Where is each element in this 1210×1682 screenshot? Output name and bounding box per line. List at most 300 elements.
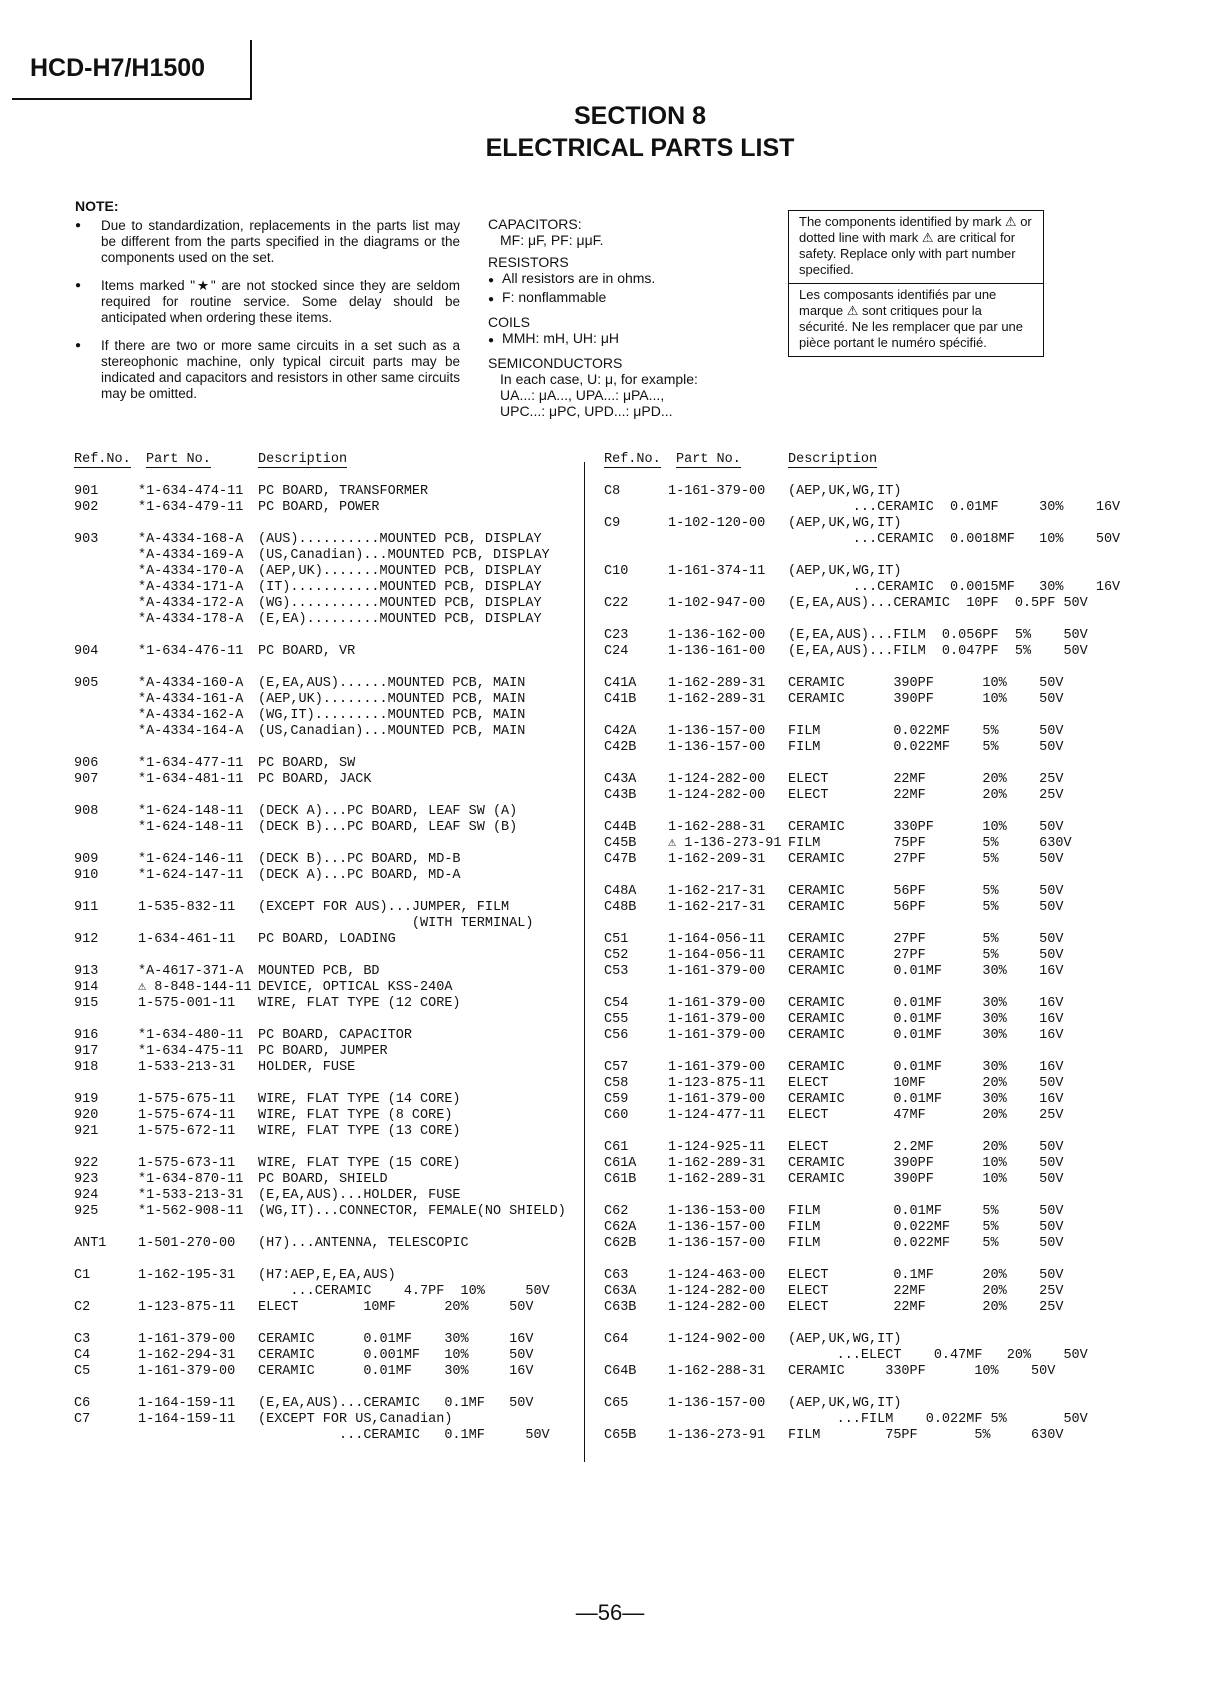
ref-cell: C54 [604, 996, 629, 1011]
table-row [604, 740, 1094, 756]
ref-cell: C42A [604, 724, 637, 739]
table-row [74, 1348, 574, 1364]
description-cell: CERAMIC 390PF 10% 50V [788, 676, 1064, 691]
ref-cell: 918 [74, 1060, 99, 1075]
legend-coils-line: ● MMH: mH, UH: μH [488, 330, 748, 349]
part-no-cell: 1-102-120-00 [668, 516, 766, 531]
description-cell: CERAMIC 390PF 10% 50V [788, 692, 1064, 707]
description-cell: PC BOARD, CAPACITOR [258, 1028, 412, 1043]
table-row [604, 900, 1094, 916]
page-title [360, 100, 920, 164]
safety-notice-english: The components identified by mark ⚠ or dotted line with mark ⚠ are critical for safety. Replace only with part number specified. [799, 214, 1032, 277]
description-cell: (WG,IT).........MOUNTED PCB, MAIN [258, 708, 526, 723]
description-cell: (IT)...........MOUNTED PCB, DISPLAY [258, 580, 542, 595]
ref-cell: C63 [604, 1268, 629, 1283]
ref-cell: C65 [604, 1396, 629, 1411]
right-header-desc: Description [788, 452, 878, 467]
ref-cell: 911 [74, 900, 99, 915]
description-cell: CERAMIC 27PF 5% 50V [788, 852, 1064, 867]
ref-cell: 910 [74, 868, 99, 883]
table-row [74, 932, 574, 948]
ref-cell: 917 [74, 1044, 99, 1059]
table-row [74, 1188, 574, 1204]
description-cell: CERAMIC 390PF 10% 50V [788, 1172, 1064, 1187]
description-cell: ELECT 22MF 20% 25V [788, 1300, 1064, 1315]
part-no-cell: *A-4334-171-A [138, 580, 244, 595]
table-row [604, 788, 1094, 804]
ref-cell: C47B [604, 852, 637, 867]
table-row [74, 1108, 574, 1124]
part-no-cell: 1-136-157-00 [668, 1396, 766, 1411]
ref-cell: 921 [74, 1124, 99, 1139]
part-no-cell: 1-575-673-11 [138, 1156, 236, 1171]
ref-cell: 906 [74, 756, 99, 771]
part-no-cell: 1-162-289-31 [668, 1156, 766, 1171]
table-row [74, 804, 574, 820]
table-row [604, 772, 1094, 788]
description-cell: ...CERAMIC 0.1MF 50V [258, 1428, 550, 1443]
legend-semiconductors-line: In each case, U: μ, for example: [500, 371, 698, 387]
ref-cell: C45B [604, 836, 637, 851]
part-no-cell: 1-124-463-00 [668, 1268, 766, 1283]
description-cell: CERAMIC 330PF 10% 50V [788, 1364, 1056, 1379]
part-no-cell: 1-533-213-31 [138, 1060, 236, 1075]
description-cell: PC BOARD, JUMPER [258, 1044, 388, 1059]
description-cell: HOLDER, FUSE [258, 1060, 356, 1075]
table-row [604, 692, 1094, 708]
description-cell: (US,Canadian)...MOUNTED PCB, DISPLAY [258, 548, 550, 563]
table-row [74, 916, 574, 932]
description-cell: (E,EA,AUS)...FILM 0.056PF 5% 50V [788, 628, 1088, 643]
description-cell: PC BOARD, TRANSFORMER [258, 484, 429, 499]
legend-resistors-line: ● F: nonflammable [488, 289, 748, 308]
part-no-cell: 1-136-157-00 [668, 1236, 766, 1251]
part-no-cell: 1-161-379-00 [138, 1364, 236, 1379]
table-row [74, 1204, 574, 1220]
table-row [604, 532, 1121, 548]
table-row [74, 484, 574, 500]
ref-cell: C62B [604, 1236, 637, 1251]
legend-resistors-line: ● All resistors are in ohms. [488, 270, 748, 289]
table-row [604, 1332, 1094, 1348]
description-cell: CERAMIC 0.001MF 10% 50V [258, 1348, 534, 1363]
table-row [604, 884, 1094, 900]
description-cell: (AEP,UK,WG,IT) [788, 516, 902, 531]
part-no-cell: 1-123-875-11 [138, 1300, 236, 1315]
description-cell: CERAMIC 0.01MF 30% 16V [258, 1364, 534, 1379]
table-row [604, 1108, 1094, 1124]
part-no-cell: *A-4334-160-A [138, 676, 244, 691]
description-cell: CERAMIC 56PF 5% 50V [788, 900, 1064, 915]
ref-cell: C41B [604, 692, 637, 707]
part-no-cell: *1-624-148-11 [138, 820, 244, 835]
table-row [604, 1060, 1094, 1076]
table-row [74, 964, 574, 980]
table-row [604, 1220, 1094, 1236]
units-legend [488, 216, 748, 419]
table-row [604, 820, 1094, 836]
ref-cell: C51 [604, 932, 629, 947]
part-no-cell: 1-162-289-31 [668, 1172, 766, 1187]
ref-cell: C43B [604, 788, 637, 803]
section-title: ELECTRICAL PARTS LIST [485, 134, 795, 162]
ref-cell: C65B [604, 1428, 637, 1443]
table-row [74, 980, 574, 996]
description-cell: (WG,IT)...CONNECTOR, FEMALE(NO SHIELD) [258, 1204, 566, 1219]
description-cell: (WITH TERMINAL) [258, 916, 534, 931]
description-cell: (DECK A)...PC BOARD, MD-A [258, 868, 461, 883]
legend-coils-heading: COILS [488, 314, 531, 330]
table-row [74, 996, 574, 1012]
ref-cell: ANT1 [74, 1236, 107, 1251]
description-cell: (DECK B)...PC BOARD, MD-B [258, 852, 461, 867]
parts-table-right [604, 484, 1121, 1444]
table-row [74, 852, 574, 868]
ref-cell: C58 [604, 1076, 629, 1091]
table-row [74, 564, 574, 580]
part-no-cell: 1-124-282-00 [668, 1284, 766, 1299]
ref-cell: C22 [604, 596, 629, 611]
table-row [604, 516, 1094, 532]
description-cell: (E,EA,AUS)...HOLDER, FUSE [258, 1188, 461, 1203]
table-row [604, 596, 1094, 612]
table-row [604, 1364, 1094, 1380]
right-header-part: Part No. [676, 452, 741, 467]
ref-cell: C62 [604, 1204, 629, 1219]
ref-cell: C57 [604, 1060, 629, 1075]
description-cell: (H7)...ANTENNA, TELESCOPIC [258, 1236, 469, 1251]
description-cell: PC BOARD, LOADING [258, 932, 396, 947]
column-divider [584, 462, 585, 1462]
description-cell: DEVICE, OPTICAL KSS-240A [258, 980, 453, 995]
ref-cell: C60 [604, 1108, 629, 1123]
section-number: SECTION 8 [574, 102, 706, 130]
table-row [604, 852, 1094, 868]
description-cell: PC BOARD, POWER [258, 500, 380, 515]
description-cell: CERAMIC 0.01MF 30% 16V [788, 996, 1064, 1011]
table-row [74, 724, 574, 740]
description-cell: (WG)...........MOUNTED PCB, DISPLAY [258, 596, 542, 611]
part-no-cell: 1-124-282-00 [668, 788, 766, 803]
ref-cell: C10 [604, 564, 629, 579]
description-cell: (AEP,UK,WG,IT) [788, 564, 902, 579]
ref-cell: C55 [604, 1012, 629, 1027]
table-row [604, 1284, 1094, 1300]
note-item: ● If there are two or more same circuits in a set such as a stereophonic machine, only typical circuit parts may be indicated and capacitors and resistors in other same circuits may be omitted. [75, 338, 460, 402]
part-no-cell: *1-533-213-31 [138, 1188, 244, 1203]
description-cell: (E,EA,AUS)...CERAMIC 0.1MF 50V [258, 1396, 534, 1411]
part-no-cell: 1-161-379-00 [668, 1060, 766, 1075]
part-no-cell: 1-136-162-00 [668, 628, 766, 643]
ref-cell: C61 [604, 1140, 629, 1155]
part-no-cell: 1-123-875-11 [668, 1076, 766, 1091]
table-row [604, 1140, 1094, 1156]
description-cell: (E,EA,AUS)...CERAMIC 10PF 0.5PF 50V [788, 596, 1088, 611]
part-no-cell: 1-162-289-31 [668, 676, 766, 691]
table-row [74, 756, 574, 772]
part-no-cell: 1-162-209-31 [668, 852, 766, 867]
legend-semiconductors-heading: SEMICONDUCTORS [488, 355, 623, 371]
description-cell: ELECT 0.1MF 20% 50V [788, 1268, 1064, 1283]
table-row [74, 1044, 574, 1060]
description-cell: ELECT 10MF 20% 50V [258, 1300, 534, 1315]
table-row [604, 932, 1094, 948]
description-cell: ELECT 22MF 20% 25V [788, 788, 1064, 803]
table-row [74, 1364, 574, 1380]
part-no-cell: ⚠ 8-848-144-11 [138, 980, 252, 995]
table-row [604, 1236, 1094, 1252]
part-no-cell: *A-4334-162-A [138, 708, 244, 723]
description-cell: FILM 0.022MF 5% 50V [788, 740, 1064, 755]
part-no-cell: 1-161-379-00 [668, 1012, 766, 1027]
part-no-cell: 1-161-379-00 [668, 964, 766, 979]
description-cell: FILM 0.022MF 5% 50V [788, 724, 1064, 739]
part-no-cell: 1-162-289-31 [668, 692, 766, 707]
description-cell: CERAMIC 0.01MF 30% 16V [788, 1060, 1064, 1075]
part-no-cell: *A-4617-371-A [138, 964, 244, 979]
ref-cell: 915 [74, 996, 99, 1011]
table-row [74, 548, 574, 564]
description-cell: CERAMIC 0.01MF 30% 16V [788, 1012, 1064, 1027]
table-row [74, 580, 574, 596]
part-no-cell: 1-575-674-11 [138, 1108, 236, 1123]
part-no-cell: *1-624-148-11 [138, 804, 244, 819]
table-row [604, 948, 1094, 964]
table-row [604, 564, 1094, 580]
ref-cell: C61B [604, 1172, 637, 1187]
table-row [74, 1268, 574, 1284]
left-header-ref: Ref.No. [74, 452, 131, 467]
ref-cell: C61A [604, 1156, 637, 1171]
table-row [604, 1428, 1094, 1444]
table-row [74, 772, 574, 788]
part-no-cell: 1-161-379-00 [668, 1028, 766, 1043]
description-cell: (EXCEPT FOR US,Canadian) [258, 1412, 453, 1427]
part-no-cell: 1-136-153-00 [668, 1204, 766, 1219]
ref-cell: C6 [74, 1396, 91, 1411]
ref-cell: 914 [74, 980, 99, 995]
description-cell: (E,EA).........MOUNTED PCB, DISPLAY [258, 612, 542, 627]
ref-cell: 924 [74, 1188, 99, 1203]
description-cell: WIRE, FLAT TYPE (8 CORE) [258, 1108, 453, 1123]
description-cell: WIRE, FLAT TYPE (15 CORE) [258, 1156, 461, 1171]
table-row [74, 612, 574, 628]
part-no-cell: 1-136-157-00 [668, 740, 766, 755]
description-cell: (EXCEPT FOR AUS)...JUMPER, FILM [258, 900, 510, 915]
ref-cell: C41A [604, 676, 637, 691]
part-no-cell: 1-102-947-00 [668, 596, 766, 611]
ref-cell: C23 [604, 628, 629, 643]
ref-cell: C63B [604, 1300, 637, 1315]
part-no-cell: 1-164-159-11 [138, 1412, 236, 1427]
part-no-cell: *1-634-475-11 [138, 1044, 244, 1059]
table-row [74, 868, 574, 884]
ref-cell: C7 [74, 1412, 91, 1427]
part-no-cell: *A-4334-172-A [138, 596, 244, 611]
table-row [74, 1092, 574, 1108]
part-no-cell: 1-161-379-00 [668, 1092, 766, 1107]
table-row [604, 628, 1094, 644]
part-no-cell: 1-164-159-11 [138, 1396, 236, 1411]
note-item: ● Items marked "★" are not stocked since they are seldom required for routine service. Some delay should be anticipated when ordering these items. [75, 278, 460, 326]
table-row [74, 532, 574, 548]
description-cell: ...CERAMIC 0.0015MF 30% 16V [788, 580, 1121, 595]
part-no-cell: 1-136-157-00 [668, 724, 766, 739]
left-header-part: Part No. [146, 452, 211, 467]
ref-cell: C64B [604, 1364, 637, 1379]
description-cell: WIRE, FLAT TYPE (12 CORE) [258, 996, 461, 1011]
part-no-cell: 1-535-832-11 [138, 900, 236, 915]
part-no-cell: 1-161-379-00 [138, 1332, 236, 1347]
ref-cell: 907 [74, 772, 99, 787]
ref-cell: C64 [604, 1332, 629, 1347]
part-no-cell: ⚠ 1-136-273-91 [668, 836, 782, 851]
part-no-cell: *1-562-908-11 [138, 1204, 244, 1219]
part-no-cell: *A-4334-164-A [138, 724, 244, 739]
table-row [74, 1236, 574, 1252]
part-no-cell: 1-162-288-31 [668, 1364, 766, 1379]
description-cell: FILM 75PF 5% 630V [788, 1428, 1064, 1443]
ref-cell: 922 [74, 1156, 99, 1171]
ref-cell: C9 [604, 516, 621, 531]
description-cell: ...CERAMIC 0.01MF 30% 16V [788, 500, 1121, 515]
table-row [74, 1172, 574, 1188]
note-block [75, 198, 460, 414]
table-row [604, 1012, 1094, 1028]
part-no-cell: *1-634-870-11 [138, 1172, 244, 1187]
part-no-cell: 1-164-056-11 [668, 948, 766, 963]
table-row [604, 1300, 1094, 1316]
note-item: ● Due to standardization, replacements in the parts list may be different from the parts specified in the diagrams or the components used on the set. [75, 218, 460, 266]
part-no-cell: 1-136-161-00 [668, 644, 766, 659]
description-cell: CERAMIC 0.01MF 30% 16V [258, 1332, 534, 1347]
safety-notice-french: Les composants identifiés par une marque ⚠ sont critiques pour la sécurité. Ne les remplacer que par une pièce portant le numéro spécifié. [789, 283, 1043, 356]
table-row [604, 484, 1094, 500]
part-no-cell: 1-575-672-11 [138, 1124, 236, 1139]
table-row [74, 708, 574, 724]
ref-cell: C43A [604, 772, 637, 787]
part-no-cell: 1-162-195-31 [138, 1268, 236, 1283]
ref-cell: 923 [74, 1172, 99, 1187]
description-cell: (E,EA,AUS)......MOUNTED PCB, MAIN [258, 676, 526, 691]
ref-cell: C1 [74, 1268, 91, 1283]
description-cell: ELECT 22MF 20% 25V [788, 772, 1064, 787]
part-no-cell: 1-124-282-00 [668, 772, 766, 787]
part-no-cell: 1-124-902-00 [668, 1332, 766, 1347]
parts-table-left [74, 484, 574, 1444]
description-cell: PC BOARD, VR [258, 644, 356, 659]
ref-cell: 901 [74, 484, 99, 499]
description-cell: MOUNTED PCB, BD [258, 964, 380, 979]
safety-notice-box [788, 210, 1044, 357]
description-cell: FILM 0.01MF 5% 50V [788, 1204, 1064, 1219]
table-row [74, 1412, 574, 1428]
table-row [604, 1412, 1094, 1428]
table-row [74, 1332, 574, 1348]
description-cell: CERAMIC 27PF 5% 50V [788, 932, 1064, 947]
ref-cell: 913 [74, 964, 99, 979]
ref-cell: 905 [74, 676, 99, 691]
ref-cell: 925 [74, 1204, 99, 1219]
page-number: —56— [575, 1600, 645, 1625]
description-cell: PC BOARD, SW [258, 756, 356, 771]
model-label: HCD-H7/H1500 [30, 54, 206, 82]
table-row [604, 1156, 1094, 1172]
part-no-cell: *A-4334-178-A [138, 612, 244, 627]
ref-cell: C52 [604, 948, 629, 963]
ref-cell: C3 [74, 1332, 91, 1347]
description-cell: ...CERAMIC 4.7PF 10% 50V [258, 1284, 550, 1299]
legend-capacitors-heading: CAPACITORS: [488, 216, 582, 232]
part-no-cell: 1-136-273-91 [668, 1428, 766, 1443]
ref-cell: 908 [74, 804, 99, 819]
table-row [74, 692, 574, 708]
part-no-cell: *A-4334-168-A [138, 532, 244, 547]
table-row [604, 580, 1121, 596]
table-row [604, 1076, 1094, 1092]
description-cell: (AEP,UK,WG,IT) [788, 1332, 902, 1347]
part-no-cell: *1-634-477-11 [138, 756, 244, 771]
description-cell: FILM 75PF 5% 630V [788, 836, 1072, 851]
ref-cell: 912 [74, 932, 99, 947]
table-row [74, 1060, 574, 1076]
table-row [74, 1124, 574, 1140]
description-cell: (AEP,UK)........MOUNTED PCB, MAIN [258, 692, 526, 707]
table-row [74, 900, 574, 916]
part-no-cell: *A-4334-161-A [138, 692, 244, 707]
description-cell: FILM 0.022MF 5% 50V [788, 1236, 1064, 1251]
description-cell: (AUS)..........MOUNTED PCB, DISPLAY [258, 532, 542, 547]
part-no-cell: *1-634-481-11 [138, 772, 244, 787]
part-no-cell: *1-634-476-11 [138, 644, 244, 659]
table-row [604, 500, 1121, 516]
description-cell: (DECK A)...PC BOARD, LEAF SW (A) [258, 804, 518, 819]
part-no-cell: 1-124-477-11 [668, 1108, 766, 1123]
description-cell: (H7:AEP,E,EA,AUS) [258, 1268, 396, 1283]
description-cell: CERAMIC 0.01MF 30% 16V [788, 964, 1064, 979]
part-no-cell: *A-4334-170-A [138, 564, 244, 579]
table-row [74, 1028, 574, 1044]
description-cell: (DECK B)...PC BOARD, LEAF SW (B) [258, 820, 518, 835]
right-header-ref: Ref.No. [604, 452, 661, 467]
ref-cell: C5 [74, 1364, 91, 1379]
ref-cell: C48A [604, 884, 637, 899]
ref-cell: C53 [604, 964, 629, 979]
part-no-cell: *1-624-146-11 [138, 852, 244, 867]
ref-cell: C48B [604, 900, 637, 915]
ref-cell: C8 [604, 484, 621, 499]
ref-cell: C44B [604, 820, 637, 835]
description-cell: (AEP,UK,WG,IT) [788, 1396, 902, 1411]
part-no-cell: 1-162-217-31 [668, 900, 766, 915]
part-no-cell: 1-124-282-00 [668, 1300, 766, 1315]
table-row [604, 1268, 1094, 1284]
description-cell: (AEP,UK).......MOUNTED PCB, DISPLAY [258, 564, 542, 579]
ref-cell: 904 [74, 644, 99, 659]
table-row [74, 1284, 574, 1300]
table-row [604, 1204, 1094, 1220]
table-row [604, 1092, 1094, 1108]
part-no-cell: 1-162-294-31 [138, 1348, 236, 1363]
table-row [604, 676, 1094, 692]
description-cell: ELECT 22MF 20% 25V [788, 1284, 1064, 1299]
table-row [74, 1428, 574, 1444]
ref-cell: C24 [604, 644, 629, 659]
description-cell: CERAMIC 27PF 5% 50V [788, 948, 1064, 963]
part-no-cell: *1-634-480-11 [138, 1028, 244, 1043]
description-cell: ELECT 10MF 20% 50V [788, 1076, 1064, 1091]
table-row [74, 1300, 574, 1316]
